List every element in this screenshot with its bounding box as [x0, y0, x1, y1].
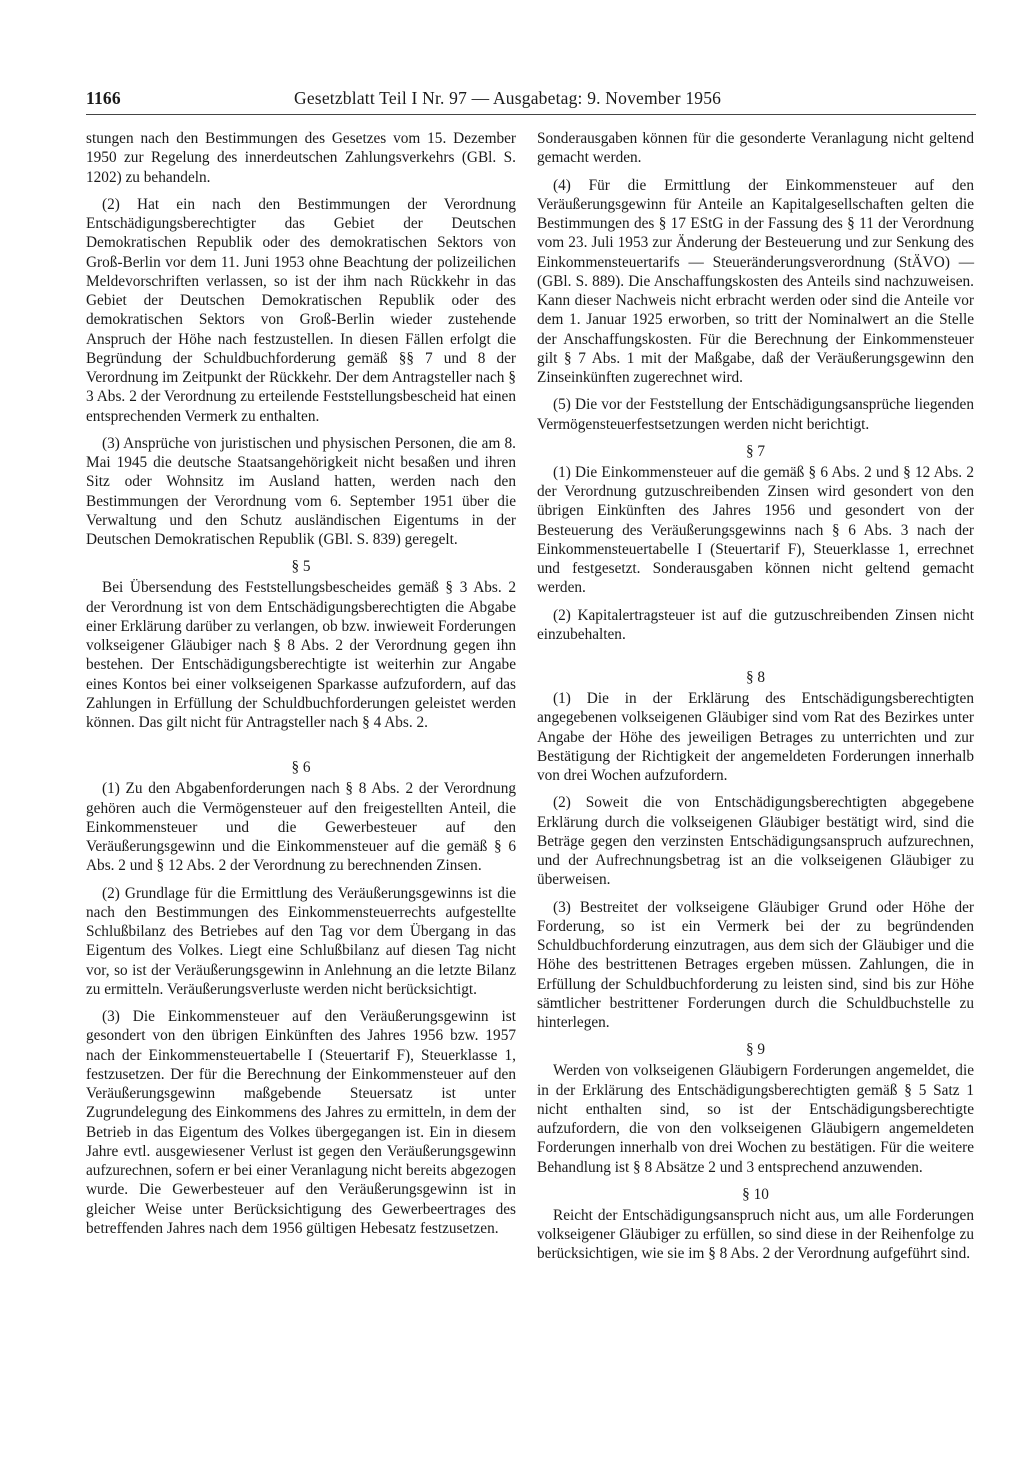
paragraph: Reicht der Entschädigungsanspruch nicht aus, um alle Forderungen volkseigener Gläubiger zu erfüllen, so sind diese in der Reihenfolge zu berücksichtigen, wie sie im § 8 Abs. 2 der Verordnung aufgeführt sind. — [537, 1206, 974, 1263]
paragraph: Sonderausgaben können für die gesonderte Veranlagung nicht geltend gemacht werden. — [537, 130, 974, 167]
right-column — [537, 129, 974, 1268]
section-heading: § 7 — [745, 442, 766, 460]
paragraph: (2) Kapitalertragsteuer ist auf die gutzuschreibenden Zinsen nicht einzubehalten. — [537, 606, 974, 643]
paragraph: (3) Ansprüche von juristischen und physischen Personen, die am 8. Mai 1945 die deutsche Staatsangehörigkeit nicht besaßen und ihren Sitz oder Wohnsitz im Ausland hatten, werden nach den Bestimmungen der Verordnung vom 6. September 1951 über die Verwaltung und den Schutz ausländischen Eigentums in der Deutschen Demokratischen Republik (GBl. S. 839) geregelt. — [86, 434, 516, 548]
paragraph: (1) Die in der Erklärung des Entschädigungsberechtigten angegebenen volkseigenen Gläubiger sind vom Rat des Bezirkes unter Angabe der Höhe des jeweiligen Betrages zu unterrichten und zur Bestätigung der Richtigkeit der angemeldeten Forderungen innerhalb von drei Wochen aufzufordern. — [537, 690, 974, 784]
paragraph: (4) Für die Ermittlung der Einkommensteuer auf den Veräußerungsgewinn für Anteile an Kapitalgesellschaften gelten die Bestimmungen des § 17 EStG in der Fassung des § 11 der Verordnung vom 23. Juli 1953 zur Änderung der Besteuerung und zur Senkung des Einkommensteuertarifs — Steueränderungsverordnung (StÄVO) — (GBl. S. 889). Die Anschaffungskosten des Anteils sind nachzuweisen. Kann dieser Nachweis nicht erbracht werden oder sind die Anteile vor dem 1. Januar 1925 erworben, so tritt der Nominalwert an die Stelle der Anschaffungskosten. Für die Berechnung der Einkommensteuer gilt § 7 Abs. 1 mit der Maßgabe, daß der Veräußerungsgewinn den Zinseinkünften zugerechnet wird. — [537, 176, 974, 386]
running-title: Gesetzblatt Teil I Nr. 97 — Ausgabetag: 9. November 1956 — [294, 88, 722, 108]
section-heading: § 8 — [745, 669, 766, 686]
left-column — [86, 129, 516, 1242]
paragraph: (5) Die vor der Feststellung der Entschädigungsansprüche liegenden Vermögensteuerfestsetzungen werden nicht berichtigt. — [537, 396, 974, 433]
paragraph: (2) Soweit die von Entschädigungsberechtigten abgegebene Erklärung durch die volkseigenen Gläubiger bestätigt wird, sind die Beträge gegen den verzinsten Entschädigungsanspruch aufzurechnen, und der Aufrechnungsbetrag ist an die volkseigenen Gläubiger zu überweisen. — [537, 794, 974, 889]
header-rule — [86, 114, 976, 115]
page-header — [86, 88, 976, 114]
paragraph: (3) Bestreitet der volkseigene Gläubiger Grund oder Höhe der Forderung, so ist ein Vermerk bei der zu begründenden Schuldbuchforderung einzutragen, aus dem sich der Gläubiger und die Höhe des bestrittenen Betrages ergeben müssen. Zahlungen, die in Erfüllung der Schuldbuchforderung zu leisten sind, sind bis zur Höhe sämtlicher bestrittener Forderungen durch die Schuldbuchstelle zu hinterlegen. — [537, 898, 974, 1031]
paragraph: Werden von volkseigenen Gläubigern Forderungen angemeldet, die in der Erklärung des Entschädigungsberechtigten gemäß § 5 Satz 1 nicht enthalten sind, so ist der Entschädigungsberechtigte aufzufordern, die von den volkseigenen Gläubigern angemeldeten Forderungen innerhalb von drei Wochen zu bestätigen. Für die weitere Behandlung ist § 8 Absätze 2 und 3 entsprechend anzuwenden. — [537, 1062, 974, 1176]
paragraph: (3) Die Einkommensteuer auf den Veräußerungsgewinn ist gesondert von den übrigen Einkünften des Jahres 1956 bzw. 1957 nach der Einkommensteuertabelle I (Steuertarif F), Steuerklasse 1, festzusetzen. Der für die Berechnung der Einkommensteuer auf den Veräußerungsgewinn maßgebende Steuersatz ist unter Zugrundelegung des Einkommens des Jahres zu ermitteln, in dem der Betrieb in das Eigentum des Volkes übergegangen ist. Ein in diesem Jahre evtl. ausgewiesener Verlust ist gegen den Veräußerungsgewinn aufzurechnen, sofern er bei einer Veranlagung nicht bereits abgezogen wurde. Die Gewerbesteuer auf den Veräußerungsgewinn ist in gleicher Weise unter Berücksichtigung des Gewerbeertrages des betreffenden Jahres nach dem 1956 gültigen Hebesatz festzusetzen. — [86, 1008, 516, 1237]
section-heading: § 10 — [742, 1185, 769, 1203]
section-heading: § 5 — [291, 558, 311, 576]
paragraph: (2) Hat ein nach den Bestimmungen der Verordnung Entschädigungsberechtigter das Gebiet der Deutschen Demokratischen Republik oder des demokratischen Sektors von Groß-Berlin vor dem 11. Juni 1953 ohne Beachtung der polizeilichen Meldevorschriften verlassen, so ist der ihm nach Rückkehr in das Gebiet der Deutschen Demokratischen Republik oder des demokratischen Sektors von Groß-Berlin wieder zustehende Anspruch der Höhe nach festzustellen. In diesen Fällen erfolgt die Begründung der Schuldbuchforderung gemäß §§ 7 und 8 der Verordnung im Zeitpunkt der Rückkehr. Der dem Antragsteller nach § 3 Abs. 2 der Verordnung zu erteilende Feststellungsbescheid hat einen entsprechenden Vermerk zu enthalten. — [86, 195, 516, 425]
paragraph: (1) Zu den Abgabenforderungen nach § 8 Abs. 2 der Verordnung gehören auch die Vermögensteuer auf den freigestellten Anteil, die Einkommensteuer und die Gewerbesteuer auf den Veräußerungsgewinn und die Einkommensteuer auf die gemäß § 6 Abs. 2 und § 12 Abs. 2 der Verordnung zu berechnenden Zinsen. — [86, 780, 516, 875]
section-heading: § 6 — [291, 759, 311, 777]
paragraph: stungen nach den Bestimmungen des Gesetzes vom 15. Dezember 1950 zur Regelung des innerdeutschen Zahlungsverkehrs (GBl. S. 1202) zu behandeln. — [86, 130, 516, 186]
page-number: 1166 — [86, 88, 121, 108]
section-heading: § 9 — [745, 1041, 766, 1059]
paragraph: (2) Grundlage für die Ermittlung des Veräußerungsgewinns ist die nach den Bestimmungen des Einkommensteuerrechts aufgestellte Schlußbilanz des Betriebes auf den Tag vor dem Übergang in das Eigentum des Volkes. Liegt eine Schlußbilanz auf diesen Tag nicht vor, so ist der Veräußerungsgewinn in Anlehnung an die letzte Bilanz zu ermitteln. Veräußerungsverluste werden nicht berücksichtigt. — [86, 884, 516, 998]
paragraph: (1) Die Einkommensteuer auf die gemäß § 6 Abs. 2 und § 12 Abs. 2 der Verordnung gutzuschreibenden Zinsen wird gesondert von den übrigen Einkünften des Jahres 1956 und gesondert von der Besteuerung des Veräußerungsgewinns nach § 6 Abs. 3 nach der Einkommensteuertabelle I (Steuertarif F), Steuerklasse 1, errechnet und festgesetzt. Sonderausgaben können nicht geltend gemacht werden. — [537, 463, 974, 597]
paragraph: Bei Übersendung des Feststellungsbescheides gemäß § 3 Abs. 2 der Verordnung ist von dem Entschädigungsberechtigten die Abgabe einer Erklärung darüber zu verlangen, ob bzw. inwieweit Forderungen volkseigener Gläubiger nach § 8 Abs. 2 der Verordnung gegen ihn bestehen. Der Entschädigungsberechtigte ist weiterhin zur Angabe eines Kontos bei einer volkseigenen Sparkasse aufzufordern, auf das Zahlungen in Erfüllung der Schuldbuchforderungen geleistet werden können. Das gilt nicht für Antragsteller nach § 4 Abs. 2. — [86, 579, 516, 731]
